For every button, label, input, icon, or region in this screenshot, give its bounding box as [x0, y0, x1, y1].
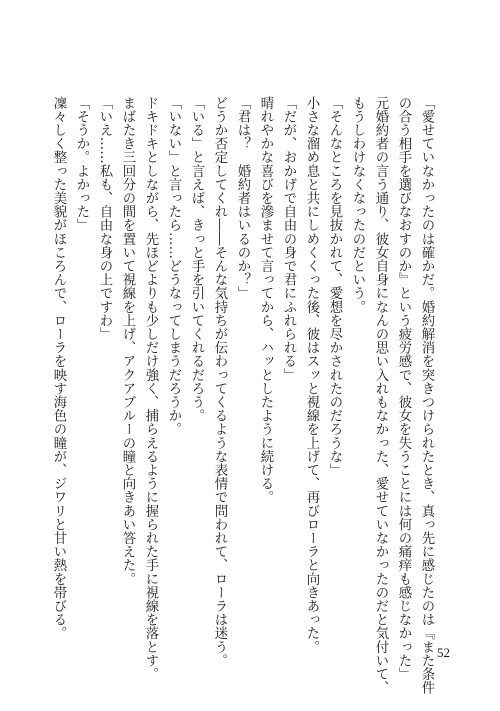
text-line: 凜々しく整った美貌がほころんで、ローラを映す海色の瞳が、ジワリと甘い熱を帯びる。	[51, 96, 66, 640]
text-line: 「そんなところを見抜かれて、愛想を尽かされたのだろうな」	[327, 96, 342, 477]
text-line: 「いない」と言ったら……どうなってしまうだろうか。	[166, 96, 181, 436]
text-line: 「いる」と言えば、きっと手を引いてくれるだろう。	[189, 96, 204, 423]
text-line: 晴れやかな喜びを滲ませて言ってから、ハッとしたように続ける。	[258, 96, 273, 504]
text-line: 「いえ……私も、自由な身の上ですわ」	[97, 96, 112, 341]
text-line: まばたき三回分の間を置いて視線を上げ、アクアブルーの瞳と向きあい答えた。	[120, 96, 135, 586]
text-line: 元婚約者の言う通り、彼女自身になんの思い入れもなかった、愛せていなかったのだと気付いて、	[373, 96, 388, 695]
text-line: 「だが、おかげで自由の身で君にふれられる」	[281, 96, 296, 382]
text-line: の合う相手を選びなおすのか』という疲労感で、彼女を失うことには何の痛痒も感じなかった」	[396, 96, 411, 681]
text-line: もうしわけなくなったのだという。	[350, 96, 365, 314]
text-line: 小さな溜め息と共にしめくくった後、彼はスッと視線を上げて、再びローラと向きあった。	[304, 96, 319, 654]
page-number: 52	[437, 645, 450, 660]
text-line: ドキドキとしながら、先ほどよりも少しだけ強く、捕らえるように握られた手に視線を落とす。	[143, 96, 158, 681]
text-line: 「君は？ 婚約者はいるのか？」	[235, 96, 250, 300]
vertical-text-body	[47, 96, 438, 695]
text-line: どうか否定してくれ――そんな気持ちが伝わってくるような表情で問われて、ローラは迷う。	[212, 96, 227, 668]
text-line: 「愛せていなかったのは確かだ。婚約解消を突きつけられたとき、真っ先に感じたのは『また条件	[419, 96, 434, 695]
text-line: 「そうか。よかった」	[74, 96, 89, 232]
